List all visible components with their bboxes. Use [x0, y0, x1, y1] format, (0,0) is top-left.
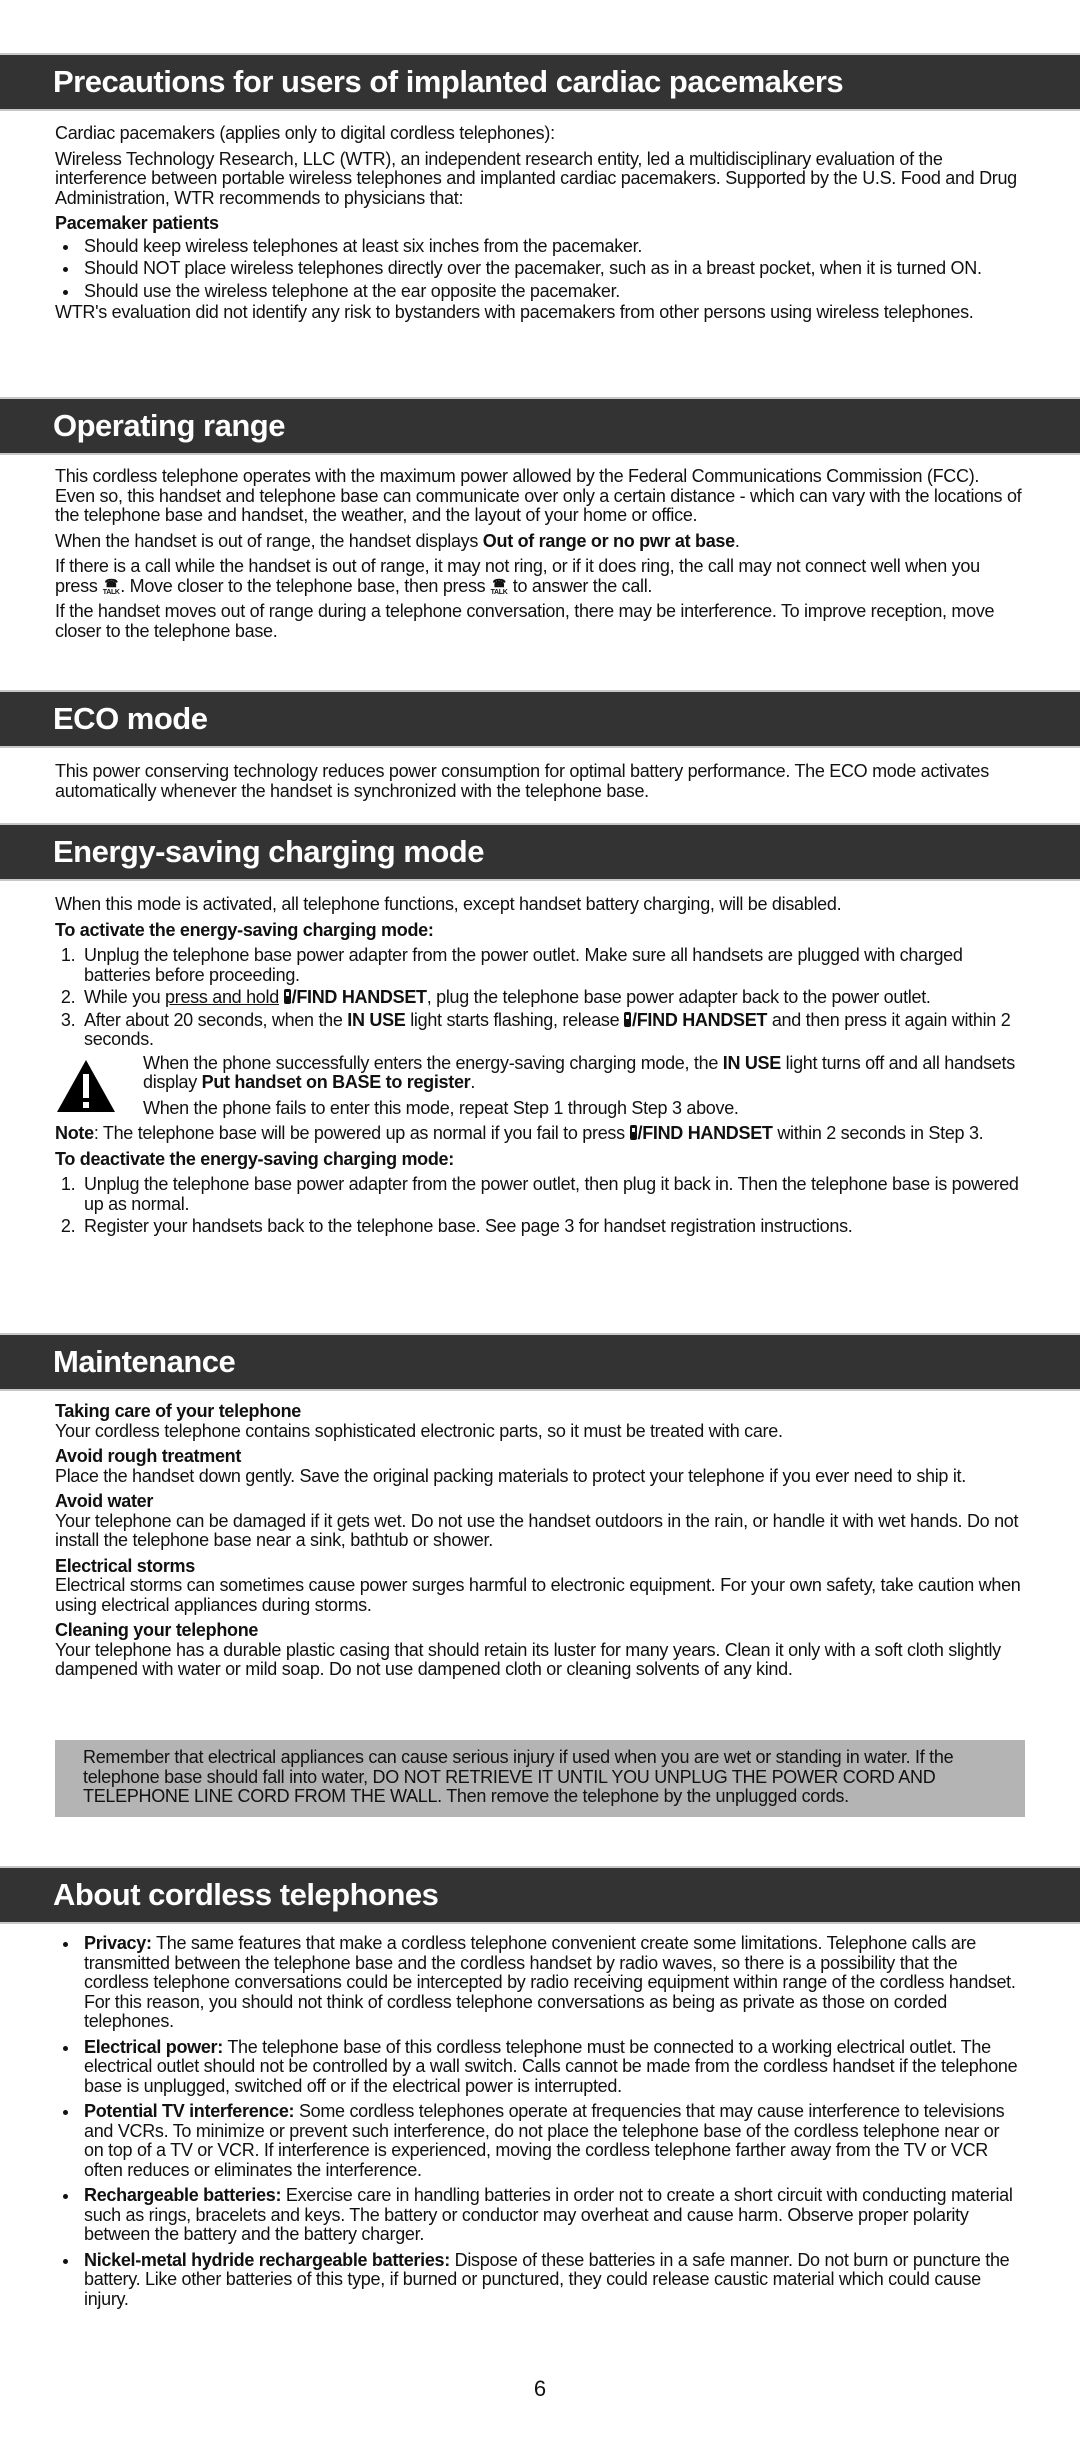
- list-item: [80, 2186, 1023, 2245]
- list-item: • Should NOT place wireless telephones directly over the pacemaker, such as in a breast pocket, when it is turned ON.: [80, 259, 1023, 279]
- text: light turns off and all handsets display: [143, 1052, 1015, 1092]
- item-text: The telephone base of this cordless telephone must be connected to a working electrical outlet. The electrical outlet should not be controlled by a wall switch. Calls cannot be made from the cordless handset if the telephone base is unplugged, switched off or if the electrical power is interrupted.: [84, 2036, 1018, 2096]
- item-label: Electrical power:: [84, 2036, 223, 2057]
- item-text: Some cordless telephones operate at frequencies that may cause interference to televisions and VCRs. To minimize or prevent such interference, do not place the telephone base of the cordless telephone near or on top of a TV or VCR. If interference is experienced, moving the cordless telephone farther away from the TV or VCR often reduces or eliminates the interference.: [84, 2101, 1005, 2180]
- item-label: Rechargeable batteries:: [84, 2185, 282, 2205]
- subheading: Avoid water: [55, 1491, 154, 1511]
- list-item: [80, 2251, 1023, 2310]
- key-name: /FIND HANDSET: [632, 1009, 768, 1030]
- safety-notice-box: Remember that electrical appliances can cause serious injury if used when you are wet or standing in water. If the telephone base should fall into water, DO NOT RETRIEVE IT UNTIL YOU UNPLUG THE POWER CORD AND TELEPHONE LINE CORD FROM THE WALL. Then remove the telephone by the unplugged cords.: [55, 1740, 1025, 1817]
- paragraph: [55, 557, 1023, 596]
- text: When the handset is out of range, the handset displays: [55, 530, 483, 551]
- text: light starts flashing, release: [405, 1009, 625, 1030]
- text: . Move closer to the telephone base, then press: [120, 575, 491, 596]
- paragraph: When the phone fails to enter this mode, repeat Step 1 through Step 3 above.: [143, 1097, 739, 1118]
- handset-icon: [284, 989, 291, 1004]
- item-text: The same features that make a cordless telephone convenient create some limitations. Telephone calls are transmitted between the telephone base and the cordless handset by radio waves, so there is a possibility that the cordless telephone conversations could be intercepted by radio receiving equipment within range of the cordless handset. For this reason, you should not think of cordless telephone conversations as being as private as those on corded telephones.: [84, 1933, 1016, 2031]
- heading-text: Energy-saving charging mode: [53, 834, 484, 869]
- activate-steps: [55, 946, 1023, 1050]
- bullet-list: [55, 1934, 1023, 2309]
- talk-key-label: TALK: [490, 588, 508, 596]
- item-text: Exercise care in handling batteries in order not to create a short circuit with conducting material such as rings, bracelets and keys. The battery or conductor may overheat and cause harm. Observe proper polarity between the battery and the battery charger.: [84, 2185, 1013, 2244]
- item-label: Nickel-metal hydride rechargeable batteries:: [84, 2249, 450, 2270]
- paragraph: WTR's evaluation did not identify any risk to bystanders with pacemakers from other persons using wireless telephones.: [55, 302, 974, 322]
- paragraph: Place the handset down gently. Save the original packing materials to protect your telephone if you ever need to ship it.: [55, 1465, 966, 1486]
- section-body-operating-range: [55, 467, 1023, 647]
- paragraph: Your telephone has a durable plastic casing that should retain its luster for many years. Clean it only with a soft cloth slightly dampened with water or mild soap. Do not use dampened cloth or cleaning solvents of any kind.: [55, 1639, 1001, 1679]
- step: 1. Unplug the telephone base power adapter from the power outlet, then plug it back in. Then the telephone base is powered up as normal.: [80, 1175, 1023, 1214]
- paragraph: If the handset moves out of range during a telephone conversation, there may be interference. To improve reception, move closer to the telephone base.: [55, 601, 995, 641]
- subheading: To activate the energy-saving charging mode:: [55, 919, 434, 940]
- note-label: Note: [55, 1123, 94, 1143]
- handset-icon: [630, 1125, 637, 1140]
- item-label: Potential TV interference:: [84, 2101, 295, 2121]
- subheading: To deactivate the energy-saving charging mode:: [55, 1148, 454, 1169]
- section-body-maintenance: [55, 1402, 1023, 1686]
- bullet-list: [55, 237, 1023, 302]
- section-body-pacemakers: [55, 124, 1023, 329]
- text: and then press it again within 2 seconds.: [84, 1009, 1011, 1049]
- list-item: • Should keep wireless telephones at least six inches from the pacemaker.: [80, 237, 1023, 257]
- section-body-about: [55, 1934, 1023, 2315]
- text: If there is a call while the handset is out of range, it may not ring, or if it does ring, the call may not connect well when you press: [55, 556, 980, 596]
- section-heading-maintenance: [0, 1333, 1080, 1391]
- text: After about 20 seconds, when the: [84, 1009, 348, 1030]
- paragraph: When this mode is activated, all telephone functions, except handset battery charging, will be disabled.: [55, 894, 842, 914]
- text: , plug the telephone base power adapter back to the power outlet.: [426, 987, 931, 1007]
- subheading: Avoid rough treatment: [55, 1446, 242, 1466]
- paragraph: Your telephone can be damaged if it gets wet. Do not use the handset outdoors in the rain, or handle it with wet hands. Do not install the telephone base near a sink, bathtub or shower.: [55, 1510, 1019, 1550]
- text: .: [470, 1072, 476, 1092]
- step: 1. Unplug the telephone base power adapter from the power outlet. Make sure all handsets are plugged with charged batteries before proceeding.: [80, 946, 1023, 985]
- item-text: Dispose of these batteries in a safe manner. Do not burn or puncture the battery. Like other batteries of this type, if burned or punctured, they could release caustic material which could cause injury.: [84, 2249, 1010, 2309]
- text: : The telephone base will be powered up as normal if you fail to press: [93, 1123, 630, 1143]
- section-heading-operating-range: [0, 397, 1080, 455]
- item-label: Privacy:: [84, 1933, 152, 1953]
- display-message: Put handset on BASE to register: [201, 1072, 471, 1092]
- subheading: Taking care of your telephone: [55, 1401, 302, 1421]
- paragraph: This cordless telephone operates with the maximum power allowed by the Federal Communications Commission (FCC). Even so, this handset and telephone base can communicate over only a certain distance - which can vary with the locations of the telephone base and handset, the weather, and the layout of your home or office.: [55, 466, 1022, 525]
- section-body-energy-saving: [55, 895, 1023, 1243]
- paragraph: This power conserving technology reduces power consumption for optimal battery performance. The ECO mode activates automatically whenever the handset is synchronized with the telephone base.: [55, 761, 989, 801]
- note: [55, 1124, 1023, 1144]
- talk-key-icon: ☎ TALK: [102, 577, 120, 596]
- section-heading-eco-mode: [0, 690, 1080, 748]
- section-heading-pacemakers: [0, 53, 1080, 111]
- heading-text: Maintenance: [53, 1344, 236, 1379]
- paragraph: [55, 532, 1023, 552]
- deactivate-steps: [55, 1175, 1023, 1237]
- key-name: /FIND HANDSET: [291, 987, 427, 1007]
- text: .: [734, 530, 740, 551]
- step: [80, 1011, 1023, 1050]
- warning-icon: [55, 1058, 117, 1114]
- subheading: Electrical storms: [55, 1555, 195, 1576]
- heading-text: Precautions for users of implanted cardiac pacemakers: [53, 64, 844, 99]
- paragraph: Wireless Technology Research, LLC (WTR), an independent research entity, led a multidisciplinary evaluation of the interference between portable wireless telephones and implanted cardiac pacemakers. Supported by the U.S. Food and Drug Administration, WTR recommends to physicians that:: [55, 148, 1017, 208]
- text: to answer the call.: [508, 575, 653, 596]
- heading-text: ECO mode: [53, 701, 208, 736]
- paragraph: Cardiac pacemakers (applies only to digital cordless telephones):: [55, 123, 555, 143]
- section-body-eco-mode: [55, 762, 1023, 807]
- list-item: [80, 2038, 1023, 2097]
- text: When the phone successfully enters the energy-saving charging mode, the: [143, 1052, 723, 1073]
- text: press and hold: [165, 987, 279, 1007]
- list-item: [80, 2102, 1023, 2180]
- paragraph: Electrical storms can sometimes cause power surges harmful to electronic equipment. For your own safety, take caution when using electrical appliances during storms.: [55, 1575, 1021, 1615]
- list-item: [80, 1934, 1023, 2032]
- heading-text: Operating range: [53, 408, 285, 443]
- talk-key-label: TALK: [102, 588, 120, 596]
- section-heading-energy-saving: [0, 823, 1080, 881]
- text: While you: [84, 987, 166, 1007]
- talk-key-icon: ☎ TALK: [490, 577, 508, 596]
- paragraph: Your cordless telephone contains sophisticated electronic parts, so it must be treated with care.: [55, 1420, 783, 1441]
- list-item: • Should use the wireless telephone at the ear opposite the pacemaker.: [80, 282, 1023, 302]
- warning-block: [55, 1054, 1023, 1119]
- text: within 2 seconds in Step 3.: [772, 1123, 984, 1143]
- heading-text: About cordless telephones: [53, 1877, 439, 1912]
- key-name: IN USE: [347, 1009, 406, 1030]
- handset-icon: [624, 1012, 631, 1027]
- paragraph: [143, 1054, 1023, 1093]
- subheading: Pacemaker patients: [55, 213, 219, 233]
- section-heading-about: [0, 1866, 1080, 1924]
- key-name: IN USE: [722, 1052, 781, 1073]
- step: [80, 988, 1023, 1008]
- key-name: /FIND HANDSET: [637, 1123, 773, 1143]
- page-number: 6: [533, 2376, 547, 2401]
- display-message: Out of range or no pwr at base: [482, 530, 735, 551]
- step: 2. Register your handsets back to the telephone base. See page 3 for handset registration instructions.: [80, 1217, 1023, 1237]
- subheading: Cleaning your telephone: [55, 1620, 259, 1640]
